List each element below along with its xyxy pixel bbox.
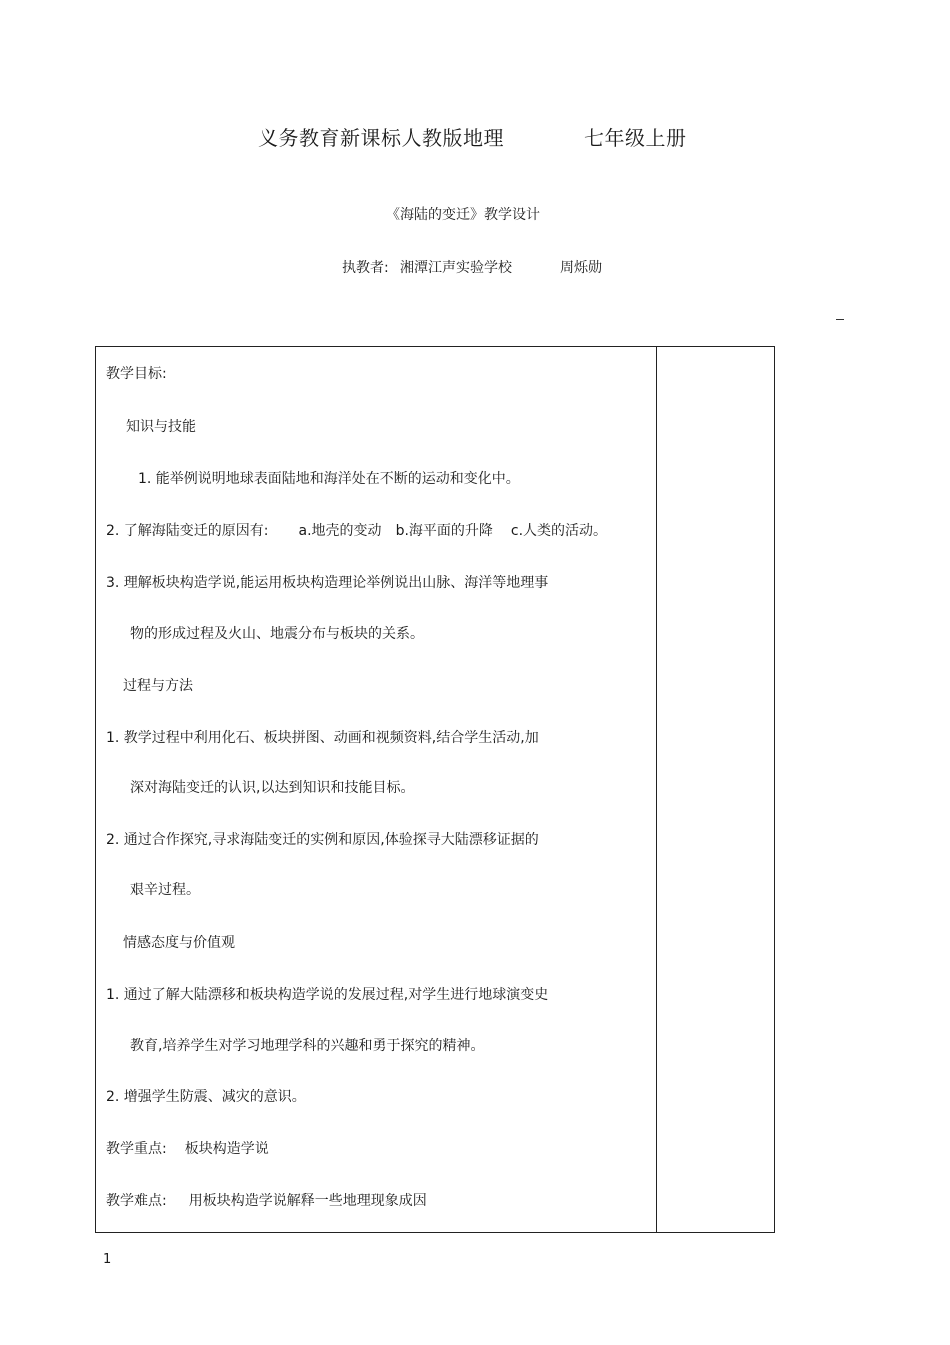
lesson-subtitle: 《海陆的变迁》教学设计 [386, 207, 540, 223]
lesson-table [95, 346, 775, 1233]
cause-c: c.人类的活动。 [510, 523, 608, 539]
knowledge-item-1: 1. 能举例说明地球表面陆地和海洋处在不断的运动和变化中。 [138, 471, 520, 487]
emotion-item-1-line-2: 教育,培养学生对学习地理学科的兴趣和勇于探究的精神。 [130, 1038, 485, 1054]
knowledge-heading: 知识与技能 [126, 419, 196, 435]
process-item-2-line-1: 2. 通过合作探究,寻求海陆变迁的实例和原因,体验探寻大陆漂移证据的 [106, 832, 539, 848]
margin-dash [836, 319, 844, 320]
key-point-row [106, 1138, 269, 1158]
emotion-item-2: 2. 增强学生防震、减灾的意识。 [106, 1089, 306, 1105]
difficulty-label: 教学难点: [106, 1193, 167, 1209]
process-item-1-line-2: 深对海陆变迁的认识,以达到知识和技能目标。 [130, 780, 415, 796]
teacher-label: 执教者: [342, 260, 389, 276]
process-heading: 过程与方法 [123, 678, 193, 694]
key-point-label: 教学重点: [106, 1141, 167, 1157]
cause-a: a.地壳的变动 [298, 523, 382, 539]
knowledge-item-3-line-1: 3. 理解板块构造学说,能运用板块构造理论举例说出山脉、海洋等地理事 [106, 575, 549, 591]
emotion-item-1-line-1: 1. 通过了解大陆漂移和板块构造学说的发展过程,对学生进行地球演变史 [106, 987, 549, 1003]
difficulty-value: 用板块构造学说解释一些地理现象成因 [188, 1193, 427, 1209]
knowledge-item-2 [106, 520, 607, 540]
difficulty-row [106, 1190, 427, 1210]
knowledge-item-3-line-2: 物的形成过程及火山、地震分布与板块的关系。 [130, 626, 424, 642]
teacher-name: 周烁勋 [560, 260, 602, 276]
objectives-heading: 教学目标: [106, 366, 167, 382]
document-title: 义务教育新课标人教版地理 [258, 126, 504, 150]
process-item-2-line-2: 艰辛过程。 [130, 882, 200, 898]
process-item-1-line-1: 1. 教学过程中利用化石、板块拼图、动画和视频资料,结合学生活动,加 [106, 730, 539, 746]
knowledge-item-2-prefix: 2. 了解海陆变迁的原因有: [106, 523, 269, 539]
teacher-school: 湘潭江声实验学校 [400, 260, 512, 276]
cause-b: b.海平面的升降 [395, 523, 493, 539]
key-point-value: 板块构造学说 [184, 1141, 269, 1157]
page-number: 1 [103, 1252, 112, 1267]
emotion-heading: 情感态度与价值观 [123, 935, 235, 951]
table-column-divider [656, 347, 657, 1232]
grade-label: 七年级上册 [584, 126, 687, 150]
